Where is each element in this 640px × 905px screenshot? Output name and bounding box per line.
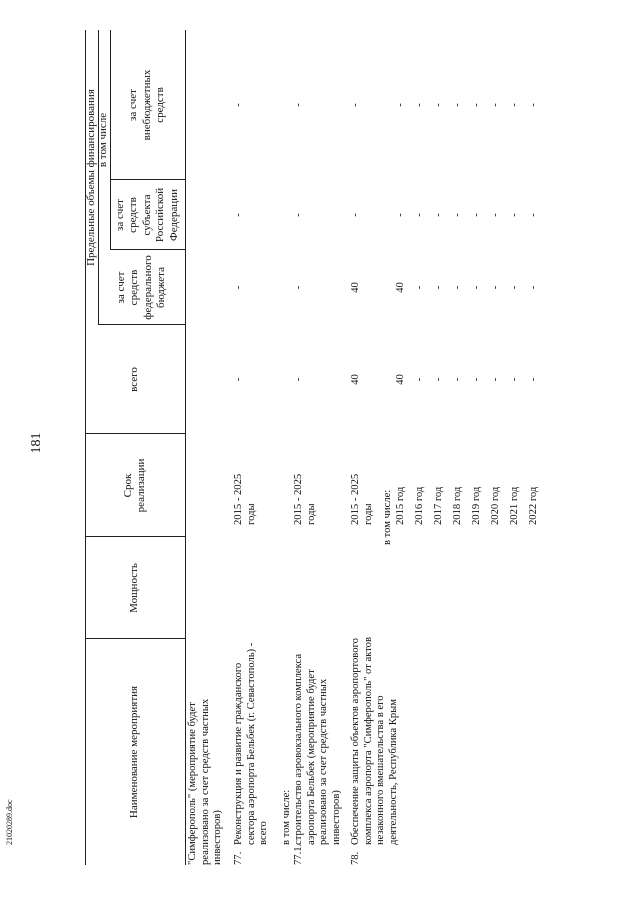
header-capacity: Мощность [128,563,141,613]
row-77-num: 77. [233,851,244,865]
header-including: в том числе [97,112,110,168]
row-78-name: Обеспечение защиты объектов аэропортового комплекса аэропорта "Симферополь" от актов незаконного вмешательства в его деятельность, Республика Крым [350,637,400,845]
year-2018-extrabudget: - [452,103,463,107]
row-77-extrabudget: - [233,103,244,107]
year-2021-federal: - [509,285,520,290]
row-77-1-total: - [293,377,304,382]
year-2018-federal: - [452,285,463,290]
row-77-sub-label: в том числе: [281,789,292,845]
row-78-sub-label: в том числе: [382,489,393,545]
header-total: всего [128,367,141,392]
row-78-extrabudget: - [350,103,361,107]
row-77-1-extrabudget: - [293,103,304,107]
row-77-total: - [233,377,244,382]
year-2019-federal: - [471,285,482,290]
year-2020-term: 2020 год [490,486,501,525]
year-2017-term: 2017 год [433,486,444,525]
year-2019-term: 2019 год [471,486,482,525]
year-2016-subject: - [414,213,425,217]
row-77-term: 2015 - 2025 годы [233,473,257,525]
row-77-1-num: 77.1. [293,843,304,865]
year-2022-term: 2022 год [528,486,539,525]
row-78-num: 78. [350,851,361,865]
year-2016-term: 2016 год [414,486,425,525]
row-77-1-name: строительство аэровокзального комплекса аэропорта Бельбек (мероприятие будет реализовано за счет средств частных инвесторов) [293,653,343,845]
year-2018-term: 2018 год [452,486,463,525]
row-77-federal: - [233,285,244,290]
year-2017-extrabudget: - [433,103,444,107]
row-78-federal: 40 [350,282,361,293]
row-77-subject: - [233,213,244,217]
header-federal: за счет средств федерального бюджета [114,255,167,320]
year-2021-total: - [509,377,520,382]
year-2015-subject: - [395,213,406,217]
year-2015-federal: 40 [395,282,406,293]
year-2021-term: 2021 год [509,486,520,525]
year-2019-total: - [471,377,482,382]
year-2015-extrabudget: - [395,103,406,107]
year-2022-subject: - [528,213,539,217]
year-2021-extrabudget: - [509,103,520,107]
year-2020-federal: - [490,285,501,290]
year-2021-subject: - [509,213,520,217]
row-78-total: 40 [350,374,361,385]
row-77-name: Реконструкция и развитие гражданского сектора аэропорта Бельбек (г. Севастополь) - всего [233,642,270,845]
cont-name: "Симферополь" (мероприятие будет реализовано за счет средств частных инвесторов) [187,698,224,865]
year-2015-total: 40 [395,374,406,385]
header-name: Наименование мероприятия [128,685,141,819]
row-77-1-subject: - [293,213,304,217]
year-2022-extrabudget: - [528,103,539,107]
year-2018-total: - [452,377,463,382]
year-2020-subject: - [490,213,501,217]
year-2017-total: - [433,377,444,382]
year-2017-federal: - [433,285,444,290]
year-2016-extrabudget: - [414,103,425,107]
year-2016-federal: - [414,285,425,290]
row-77-1-term: 2015 - 2025 годы [293,473,317,525]
header-bottom-rule [185,30,186,865]
year-2022-federal: - [528,285,539,290]
table-stage [85,30,615,865]
year-2016-total: - [414,377,425,382]
year-2020-total: - [490,377,501,382]
row-78-term: 2015 - 2025 годы [350,473,374,525]
header-extrabudget: за счет внебюджетных средств [127,69,167,141]
row-77-1-federal: - [293,285,304,290]
year-2022-total: - [528,377,539,382]
header-subject: за счет средств субъекта Российской Федерации [113,187,180,243]
page-number: 181 [29,432,44,454]
year-2019-extrabudget: - [471,103,482,107]
year-2020-extrabudget: - [490,103,501,107]
year-2018-subject: - [452,213,463,217]
year-2017-subject: - [433,213,444,217]
year-2015-term: 2015 год [395,486,406,525]
row-78-subject: - [350,213,361,217]
header-term: Срок реализации [121,458,147,513]
footer-doc-code: 21020289.doc [5,799,14,845]
header-funding-group: Предельные объемы финансирования [84,89,97,266]
year-2019-subject: - [471,213,482,217]
